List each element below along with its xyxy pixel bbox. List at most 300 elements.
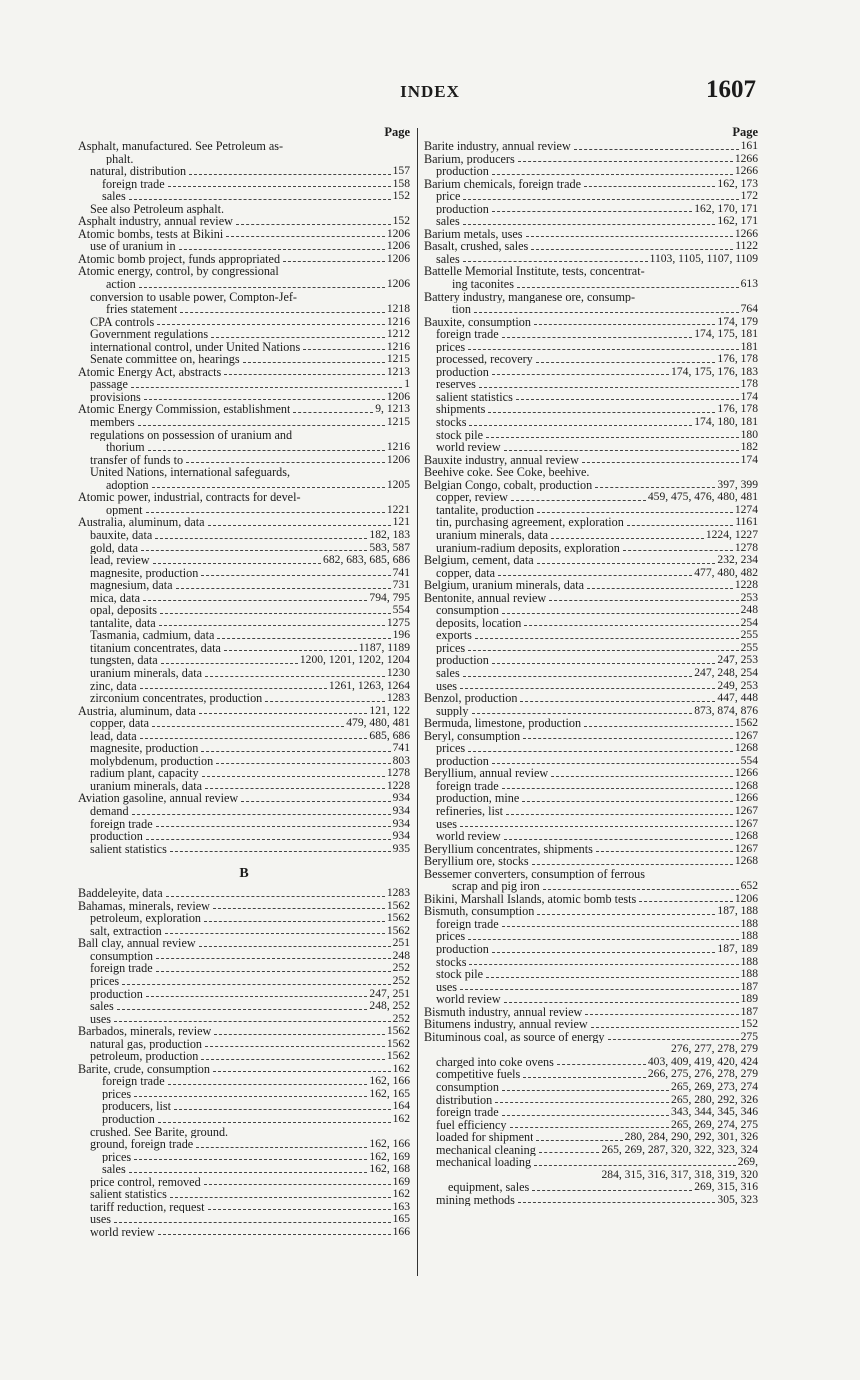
entry-pages: 189 — [740, 992, 758, 1006]
dot-leader — [595, 486, 715, 488]
dot-leader — [524, 624, 738, 626]
entry-pages: 397, 399 — [717, 477, 758, 491]
index-entry — [424, 567, 758, 580]
entry-term: foreign trade — [102, 1075, 165, 1088]
entry-term: sales — [436, 666, 460, 680]
dot-leader — [639, 900, 733, 902]
index-entry — [78, 900, 410, 913]
dot-leader — [543, 888, 739, 890]
index-column-right — [424, 125, 758, 1206]
entry-pages: 176, 178 — [717, 352, 758, 366]
entry-pages: 161 — [740, 139, 758, 152]
entry-pages: 1266 — [734, 766, 758, 780]
index-entry — [78, 717, 410, 730]
entry-term: shipments — [436, 403, 486, 417]
entry-term: zirconium concentrates, production — [90, 692, 263, 705]
index-entry — [78, 516, 410, 529]
dot-leader — [468, 649, 739, 651]
dot-leader — [170, 1196, 391, 1198]
index-entry — [424, 705, 758, 718]
entry-pages: 477, 480, 482 — [694, 565, 758, 579]
index-entry — [424, 378, 758, 391]
dot-leader — [510, 1126, 670, 1128]
entry-term: sales — [436, 252, 460, 266]
entry-term: production — [436, 754, 489, 768]
entry-pages: 1205 — [386, 477, 410, 491]
index-entry — [424, 905, 758, 918]
index-entry — [78, 215, 410, 228]
index-entry — [424, 1144, 758, 1157]
entry-pages: 172 — [740, 189, 758, 203]
entry-pages: 266, 275, 276, 278, 279 — [647, 1067, 758, 1081]
dot-leader — [129, 198, 391, 200]
index-entry — [424, 491, 758, 504]
dot-leader — [557, 1063, 646, 1065]
entry-term: prices — [436, 340, 466, 354]
index-entry — [424, 780, 758, 793]
entry-pages: 1230 — [386, 665, 410, 679]
entry-term: foreign trade — [436, 917, 499, 931]
entry-term: radium plant, capacity — [90, 767, 199, 780]
entry-pages: 1206 — [386, 251, 410, 265]
dot-leader — [201, 750, 390, 752]
entry-pages: 403, 409, 419, 420, 424 — [647, 1054, 758, 1068]
index-entry — [78, 755, 410, 768]
dot-leader — [492, 173, 733, 175]
dot-leader — [243, 361, 385, 363]
entry-term: ground, foreign trade — [90, 1138, 194, 1151]
column-divider — [417, 128, 418, 1276]
index-entry — [424, 454, 758, 467]
entry-pages: 1216 — [386, 440, 410, 454]
entry-term: Senate committee on, hearings — [90, 353, 240, 366]
entry-pages: 162, 166 — [369, 1137, 410, 1151]
dot-leader — [551, 537, 704, 539]
entry-pages: 247, 253 — [717, 653, 758, 667]
dot-leader — [303, 348, 385, 350]
entry-term: use of uranium in — [90, 240, 176, 253]
entry-term: Beryllium, annual review — [424, 767, 549, 780]
entry-term: salient statistics — [90, 842, 167, 856]
entry-pages: 269, — [737, 1155, 758, 1169]
entry-pages: 1562 — [386, 1024, 410, 1038]
dot-leader — [479, 386, 739, 388]
entry-term: Bitumens industry, annual review — [424, 1018, 588, 1031]
entry-pages: 182 — [740, 440, 758, 454]
index-entry — [78, 780, 410, 793]
entry-term: mechanical cleaning — [436, 1143, 536, 1157]
entry-term: international control, under United Nations — [90, 340, 301, 354]
entry-pages: 174 — [740, 389, 758, 403]
entry-pages: 1206 — [386, 389, 410, 403]
dot-leader — [523, 1076, 646, 1078]
index-entry — [78, 1226, 410, 1239]
entry-term: Belgium, uranium minerals, data — [424, 579, 585, 592]
index-entry — [78, 792, 410, 805]
entry-pages: 1267 — [734, 841, 758, 855]
entry-term: Atomic bomb project, funds appropriated — [78, 252, 281, 266]
dot-leader — [300, 299, 408, 300]
index-entry — [424, 592, 758, 605]
entry-term: Atomic energy, control, by congressional — [78, 265, 279, 279]
index-entry — [424, 692, 758, 705]
index-entry — [78, 1000, 410, 1013]
entry-pages: 934 — [392, 829, 410, 843]
entry-pages: 152 — [740, 1017, 758, 1031]
dot-leader — [468, 750, 733, 752]
entry-pages: 1268 — [734, 741, 758, 755]
entry-term: production — [436, 654, 489, 667]
entry-pages: 121 — [392, 515, 410, 529]
entry-term: uses — [436, 980, 457, 994]
index-entry — [424, 1018, 758, 1031]
index-entry — [424, 730, 758, 743]
entry-term: stocks — [436, 955, 467, 969]
index-entry — [78, 429, 410, 442]
dot-leader — [608, 1038, 739, 1040]
index-entry — [424, 880, 758, 893]
index-entry — [78, 830, 410, 843]
entry-pages: 803 — [392, 753, 410, 767]
dot-leader — [486, 976, 739, 978]
entry-pages: 187, 189 — [717, 942, 758, 955]
entry-pages: 248, 252 — [369, 999, 410, 1013]
entry-pages: 252 — [392, 1011, 410, 1025]
dot-leader — [492, 210, 692, 212]
dot-leader — [472, 712, 693, 714]
dot-leader — [549, 599, 738, 601]
dot-leader — [146, 838, 391, 840]
entry-term: foreign trade — [436, 328, 499, 341]
dot-leader — [522, 800, 733, 802]
dot-leader — [201, 1058, 385, 1060]
index-entry — [78, 328, 410, 341]
dot-leader — [463, 260, 648, 262]
entry-term: prices — [436, 641, 466, 655]
entry-pages: 255 — [740, 640, 758, 654]
index-entry — [424, 228, 758, 241]
dot-leader — [166, 895, 385, 897]
entry-term: prices — [90, 975, 120, 988]
index-entry — [78, 403, 410, 416]
index-entry — [78, 1038, 410, 1051]
dot-leader — [584, 185, 715, 187]
entry-term: action — [106, 278, 136, 291]
entry-term: tion — [452, 303, 471, 316]
index-entry — [424, 366, 758, 379]
entry-pages: 162, 171 — [717, 214, 758, 228]
entry-pages: 1266 — [734, 791, 758, 805]
entry-pages: 873, 874, 876 — [694, 703, 758, 717]
entry-pages: 162, 170, 171 — [694, 201, 758, 215]
entry-term: processed, recovery — [436, 353, 533, 366]
entry-pages: 169 — [392, 1174, 410, 1188]
dot-leader — [213, 1070, 391, 1072]
index-entry — [424, 855, 758, 868]
dot-leader — [138, 424, 385, 426]
index-entry — [78, 504, 410, 517]
dot-leader — [159, 624, 385, 626]
page-title: INDEX — [400, 82, 460, 101]
index-entry — [424, 328, 758, 341]
dot-leader — [518, 160, 733, 162]
entry-term: production — [436, 202, 489, 216]
entry-pages: 1274 — [734, 502, 758, 516]
entry-term: natural gas, production — [90, 1037, 203, 1051]
index-entry — [424, 1131, 758, 1144]
index-entry — [78, 479, 410, 492]
entry-pages: 174, 175, 181 — [694, 327, 758, 341]
dot-leader — [140, 737, 368, 739]
index-entry — [424, 203, 758, 216]
dot-leader — [156, 970, 391, 972]
entry-pages: 1218 — [386, 302, 410, 316]
entry-pages: 1187, 1189 — [358, 640, 410, 654]
dot-leader — [474, 311, 739, 313]
dot-leader — [585, 1013, 738, 1015]
entry-term: mechanical loading — [436, 1156, 532, 1169]
index-entry — [78, 265, 410, 278]
dot-leader — [492, 951, 716, 953]
entry-pages: 764 — [740, 302, 758, 316]
index-entry — [78, 937, 410, 950]
index-entry — [424, 190, 758, 203]
index-entry — [424, 742, 758, 755]
entry-pages: 249, 253 — [717, 678, 758, 692]
dot-leader — [283, 260, 385, 262]
entry-pages: 1206 — [386, 226, 410, 240]
entry-term: petroleum, production — [90, 1050, 199, 1063]
entry-term: fuel efficiency — [436, 1118, 507, 1132]
entry-term: uses — [90, 1012, 111, 1026]
entry-term: magnesium, data — [90, 579, 173, 592]
index-entry — [424, 1181, 758, 1194]
entry-pages: 1562 — [386, 911, 410, 925]
entry-pages: 1562 — [734, 716, 758, 730]
dot-leader — [117, 1008, 368, 1010]
entry-term: passage — [90, 378, 128, 391]
dot-leader — [205, 675, 385, 677]
dot-leader — [536, 1139, 622, 1141]
dot-leader — [531, 248, 733, 250]
entry-pages: 251 — [392, 936, 410, 950]
entry-term: copper, review — [436, 491, 508, 504]
entry-pages: 174, 175, 176, 183 — [671, 364, 758, 378]
entry-pages: 1206 — [386, 239, 410, 253]
entry-term: copper, data — [436, 566, 496, 580]
entry-term: demand — [90, 804, 129, 818]
dot-leader — [648, 274, 756, 275]
entry-term: Bauxite industry, annual review — [424, 453, 579, 467]
entry-pages: 1206 — [386, 452, 410, 466]
entry-term: uranium-radium deposits, exploration — [436, 541, 620, 555]
entry-pages: 188 — [740, 929, 758, 943]
entry-pages: 1215 — [386, 352, 410, 366]
entry-pages: 284, 315, 316, 317, 318, 319, 320 — [601, 1167, 758, 1181]
index-entry — [78, 1063, 410, 1076]
entry-term: production — [90, 987, 143, 1001]
entry-pages: 1267 — [734, 816, 758, 830]
dot-leader — [502, 1089, 669, 1091]
dot-leader — [129, 1171, 368, 1173]
index-entry — [424, 278, 758, 291]
entry-pages: 275 — [740, 1029, 758, 1043]
index-entry — [424, 579, 758, 592]
dot-leader — [523, 737, 733, 739]
dot-leader — [226, 235, 385, 237]
entry-term: producers, list — [102, 1100, 172, 1114]
entry-term: sales — [90, 1000, 114, 1013]
entry-term: CPA controls — [90, 315, 155, 329]
entry-pages: 174 — [740, 452, 758, 466]
index-entry — [78, 962, 410, 975]
entry-pages: 162, 165 — [369, 1086, 410, 1100]
entry-term: Bituminous coal, as source of energy — [424, 1030, 605, 1044]
entry-term: transfer of funds to — [90, 453, 184, 467]
index-entry — [424, 215, 758, 228]
index-entry — [424, 542, 758, 555]
entry-pages: 934 — [392, 803, 410, 817]
entry-term: exports — [436, 629, 472, 642]
dot-leader — [293, 411, 373, 413]
entry-term: uses — [436, 817, 457, 831]
index-entry — [78, 491, 410, 504]
entry-pages: 935 — [392, 841, 410, 855]
dot-leader — [584, 725, 733, 727]
index-entry — [78, 887, 410, 900]
index-entry — [78, 153, 410, 166]
dot-leader — [114, 1020, 391, 1022]
entry-term: magnesite, production — [90, 742, 199, 755]
index-entry — [424, 617, 758, 630]
index-entry — [424, 792, 758, 805]
entry-pages: 554 — [740, 753, 758, 767]
entry-term: regulations on possession of uranium and — [90, 428, 293, 442]
entry-pages: 255 — [740, 628, 758, 642]
index-entry — [78, 818, 410, 831]
entry-term: lead, data — [90, 729, 137, 743]
entry-term: Barium chemicals, foreign trade — [424, 177, 582, 191]
entry-pages: 1206 — [386, 277, 410, 291]
entry-pages: 157 — [392, 164, 410, 178]
entry-term: sales — [436, 215, 460, 228]
page-column-label: Page — [384, 125, 410, 139]
index-entry — [424, 341, 758, 354]
entry-pages: 1562 — [386, 1036, 410, 1050]
entry-term: consumption — [90, 949, 153, 963]
dot-leader — [463, 675, 693, 677]
entry-pages: 1213 — [386, 364, 410, 378]
entry-term: foreign trade — [90, 962, 153, 975]
index-entry — [78, 441, 410, 454]
entry-pages: 174, 180, 181 — [694, 415, 758, 429]
entry-pages: 121, 122 — [369, 703, 410, 717]
entry-term: refineries, list — [436, 804, 504, 818]
dot-leader — [227, 211, 408, 212]
dot-leader — [469, 963, 738, 965]
dot-leader — [526, 235, 733, 237]
dot-leader — [204, 920, 385, 922]
dot-leader — [463, 198, 738, 200]
dot-leader — [536, 361, 716, 363]
dot-leader — [532, 1189, 692, 1191]
entry-term: Beryl, consumption — [424, 729, 521, 743]
entry-pages: 479, 480, 481 — [346, 716, 410, 730]
index-entry — [424, 153, 758, 166]
index-entry — [78, 592, 410, 605]
entry-pages: 276, 277, 278, 279 — [671, 1042, 758, 1056]
index-entry — [424, 391, 758, 404]
index-entry — [78, 805, 410, 818]
index-entry — [78, 629, 410, 642]
index-entry — [78, 1176, 410, 1189]
index-entry — [78, 529, 410, 542]
entry-term: magnesite, production — [90, 566, 199, 580]
index-entry — [424, 805, 758, 818]
dot-leader — [295, 437, 408, 438]
entry-term: production — [90, 830, 143, 843]
index-entry — [78, 466, 410, 479]
entry-pages: 180 — [740, 427, 758, 441]
dot-leader — [155, 537, 367, 539]
entry-pages: 1268 — [734, 778, 758, 792]
dot-leader — [511, 499, 646, 501]
dot-leader — [551, 775, 733, 777]
dot-leader — [213, 907, 385, 909]
entry-term: uranium minerals, data — [90, 666, 203, 680]
entry-term: Government regulations — [90, 328, 209, 341]
entry-term: phalt. — [106, 152, 134, 166]
dot-leader — [134, 1095, 367, 1097]
index-entry — [78, 1025, 410, 1038]
entry-pages: 162, 168 — [369, 1162, 410, 1176]
entry-pages: 162, 173 — [717, 176, 758, 190]
entry-pages: 1206 — [734, 891, 758, 905]
entry-term: United Nations, international safeguards, — [90, 466, 291, 479]
index-entry — [424, 1006, 758, 1019]
entry-term: competitive fuels — [436, 1068, 521, 1082]
entry-term: stock pile — [436, 968, 484, 981]
entry-term: Bermuda, limestone, production — [424, 717, 582, 730]
entry-pages: 1228 — [734, 578, 758, 592]
index-entry — [424, 755, 758, 768]
entry-pages: 252 — [392, 974, 410, 987]
dot-leader — [156, 825, 391, 827]
index-entry — [78, 228, 410, 241]
entry-term: world review — [90, 1225, 155, 1239]
dot-leader — [140, 687, 327, 689]
entry-term: salt, extraction — [90, 924, 162, 938]
dot-leader — [170, 850, 391, 852]
dot-leader — [224, 649, 357, 651]
entry-term: production, mine — [436, 792, 520, 805]
dot-leader — [180, 311, 384, 313]
entry-term: production — [102, 1113, 155, 1126]
entry-pages: 1221 — [386, 502, 410, 516]
index-entry — [424, 968, 758, 981]
index-entry — [78, 680, 410, 693]
index-entry — [424, 178, 758, 191]
dot-leader — [534, 323, 715, 325]
dot-leader — [648, 876, 756, 877]
index-entry — [78, 742, 410, 755]
dot-leader — [574, 148, 739, 150]
entry-term: production — [436, 165, 489, 178]
dot-leader — [469, 424, 692, 426]
entry-pages: 741 — [392, 741, 410, 755]
entry-term: tungsten, data — [90, 654, 158, 667]
dot-leader — [460, 825, 733, 827]
